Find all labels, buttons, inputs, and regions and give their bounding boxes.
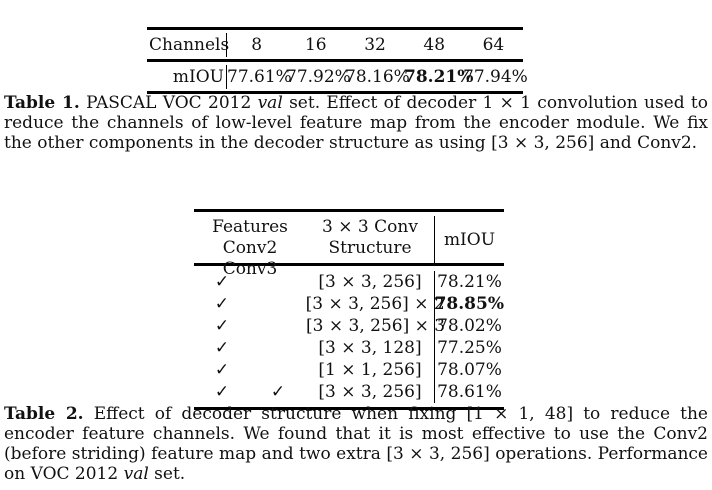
conv2-header: Conv2 [222, 238, 278, 258]
structure-cell: [3 × 3, 256] [318, 272, 422, 292]
conv2-check-icon: ✓ [214, 360, 230, 380]
features-header [194, 212, 306, 279]
conv3-check-icon [250, 271, 306, 293]
caption-text: PASCAL VOC 2012 [79, 93, 258, 113]
conv3-check-icon [250, 337, 306, 359]
table-1-caption [4, 93, 708, 153]
structure-cell: [3 × 3, 256] × 3 [306, 316, 446, 336]
table-2-header [194, 212, 504, 279]
miou-cell: 77.61% [227, 66, 292, 87]
caption-tag: Table 1. [4, 93, 80, 113]
miou-cell: 78.61% [434, 381, 504, 403]
caption-tag: Table 2. [4, 404, 84, 424]
conv3-check-icon: ✓ [270, 382, 286, 402]
conv2-check-icon: ✓ [214, 338, 230, 358]
caption-text: Effect of decoder structure when fixing [1 × 1, 48] to reduce the encoder feature channels. We found that it is most effective to use the Conv2 (before striding) feature map and two extra [3 × 3, 256] operations. Performance on VOC 2012 [4, 404, 708, 484]
miou-cell: 77.25% [434, 337, 504, 359]
table-2 [194, 209, 504, 410]
conv2-check-icon: ✓ [214, 272, 230, 292]
table-2-body [194, 271, 504, 407]
features-label: Features [212, 217, 288, 237]
conv3-check-icon [250, 315, 306, 337]
caption-italic: val [257, 93, 283, 113]
structure-header [306, 212, 434, 263]
conv3-check-icon [250, 359, 306, 381]
caption-text: set. Effect of decoder 1 × 1 convolution used to reduce the channels of low-level feature map from the encoder module. We fix the other components in the decoder structure as using [3 × 3, 256] and Conv2. [4, 93, 708, 153]
table-1 [147, 27, 528, 94]
channel-cell: 48 [423, 34, 446, 55]
miou-label: mIOU [147, 65, 227, 89]
structure-cell: [3 × 3, 256] [318, 382, 422, 402]
miou-header: mIOU [434, 216, 504, 263]
table-row [194, 337, 504, 359]
table-1-value-row [147, 62, 528, 91]
caption-text: set. [148, 464, 186, 484]
structure-cell: [3 × 3, 256] × 2 [305, 294, 445, 314]
structure-cell: [1 × 1, 256] [318, 360, 422, 380]
structure-cell: [3 × 3, 128] [318, 338, 422, 358]
channel-cell: 8 [251, 34, 263, 55]
table-1-header-row [147, 30, 523, 62]
channels-label: Channels [149, 34, 230, 55]
miou-cell: 78.21% [434, 271, 504, 293]
caption-italic: val [123, 464, 149, 484]
table-2-caption [4, 404, 708, 484]
channel-cell: 32 [364, 34, 386, 55]
conv2-check-icon: ✓ [214, 316, 230, 336]
miou-cell-best: 78.21% [404, 66, 474, 87]
table-row [194, 381, 504, 403]
channel-cell: 64 [482, 34, 505, 55]
table-row [194, 359, 504, 381]
miou-cell: 78.07% [434, 359, 504, 381]
miou-cell: 78.02% [434, 315, 504, 337]
table-row [194, 293, 504, 315]
miou-cell-best: 78.85% [434, 294, 504, 314]
channel-cell: 16 [304, 34, 327, 55]
structure-header-line1: 3 × 3 Conv [322, 217, 418, 237]
conv2-check-icon: ✓ [214, 294, 230, 314]
structure-header-line2: Structure [328, 238, 412, 258]
table-row [194, 315, 504, 337]
miou-cell: 78.16% [345, 66, 410, 87]
conv2-check-icon: ✓ [214, 382, 230, 402]
table-row [194, 271, 504, 293]
conv3-check-icon [250, 293, 306, 315]
conv3-header: Conv3 [222, 259, 278, 279]
miou-cell: 77.94% [463, 66, 528, 87]
miou-cell: 77.92% [286, 66, 351, 87]
